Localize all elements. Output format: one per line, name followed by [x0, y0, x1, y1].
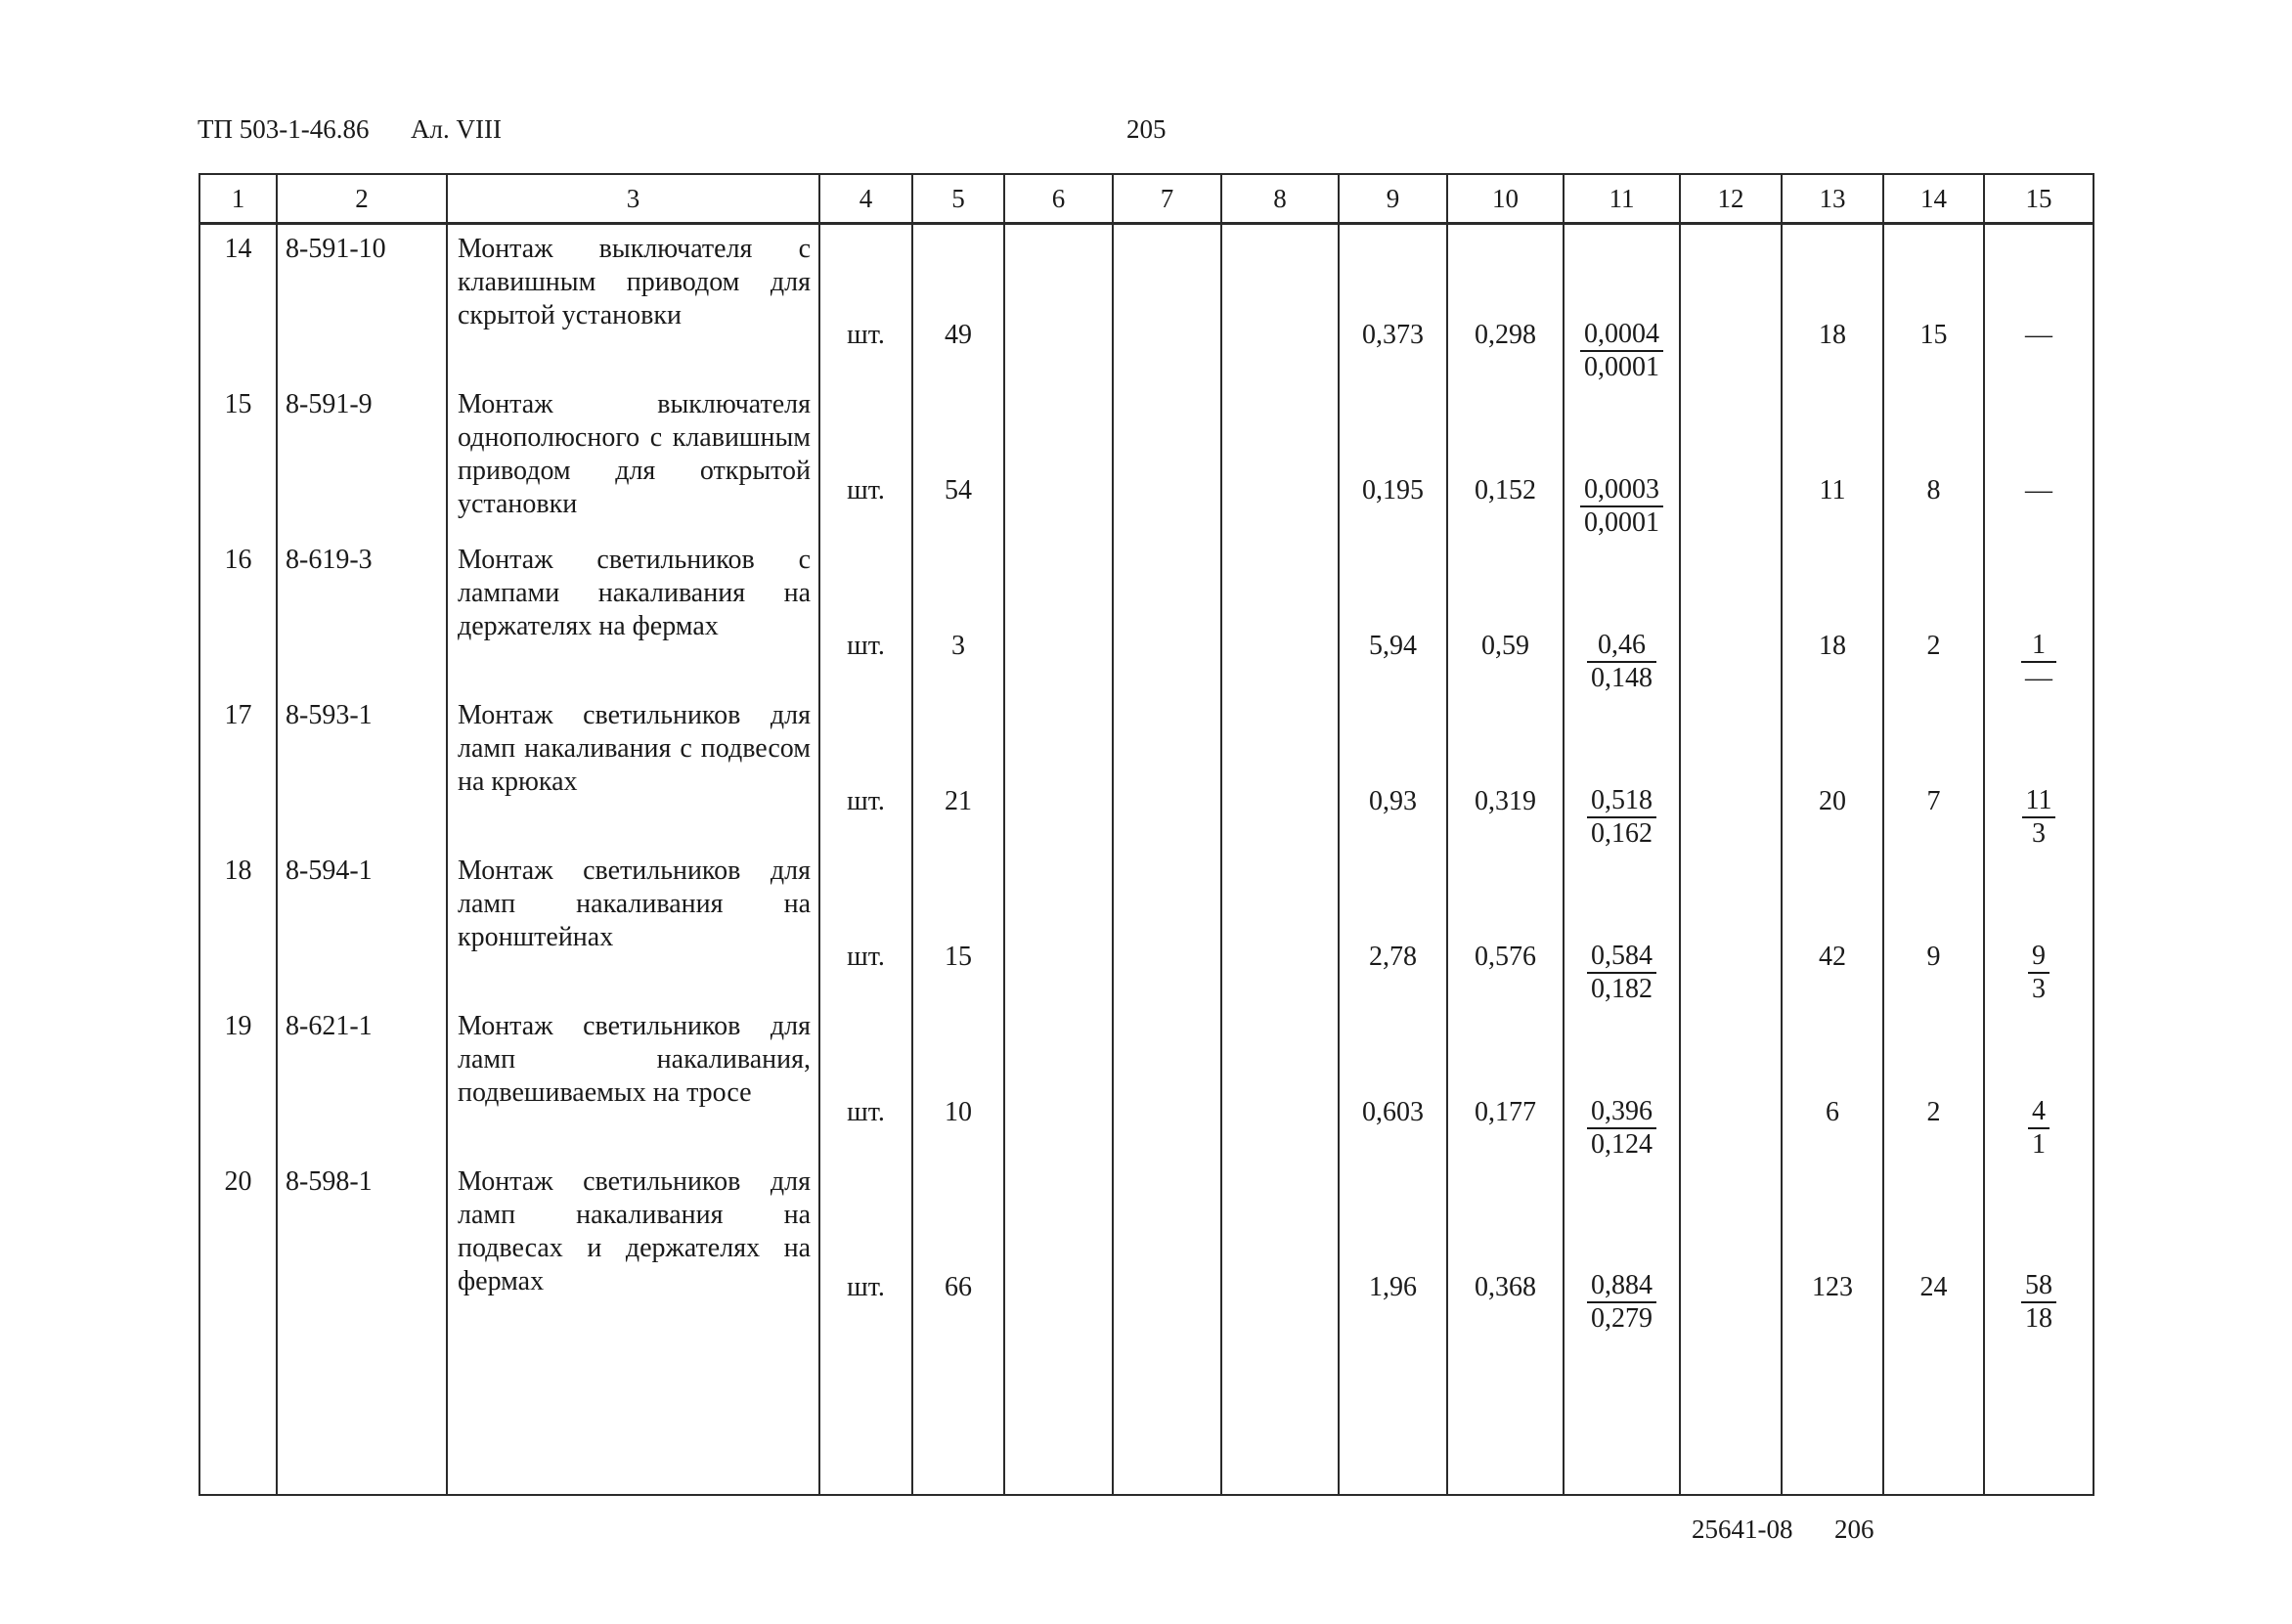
col13-cell: [1782, 691, 1883, 847]
empty-cell: [1221, 1332, 1339, 1495]
work-description: Монтаж светильников для ламп накаливания, подвешиваемых на тросе: [447, 1002, 819, 1158]
column-number-header: 4: [819, 175, 912, 224]
col14-cell: [1883, 380, 1984, 536]
empty-cell: [1113, 847, 1221, 1002]
col15-value: [1985, 941, 2093, 1005]
col9-value: 0,373: [1362, 320, 1424, 350]
work-description: Монтаж выключателя с клавишным приводом для скрытой установки: [447, 224, 819, 381]
col13-cell: [1782, 224, 1883, 381]
row-number: 20: [200, 1158, 277, 1332]
empty-cell: [1221, 847, 1339, 1002]
col13-value: 123: [1812, 1272, 1853, 1302]
empty-cell: [1680, 1332, 1782, 1495]
table-row: [200, 224, 2093, 381]
col15-cell: [1984, 380, 2093, 536]
rate-code: 8-598-1: [277, 1158, 447, 1332]
col13-cell: [1782, 1158, 1883, 1332]
col14-value: 8: [1926, 475, 1941, 505]
quantity-value: 66: [945, 1272, 972, 1302]
quantity-value: 15: [945, 942, 972, 972]
col9-cell: [1339, 536, 1447, 691]
empty-cell: [200, 1332, 277, 1495]
column-number-header: 12: [1680, 175, 1782, 224]
col10-cell: [1447, 1158, 1564, 1332]
col9-cell: [1339, 1158, 1447, 1332]
col14-value: 9: [1926, 942, 1941, 972]
column-number-header: 9: [1339, 175, 1447, 224]
col14-value: 2: [1926, 1097, 1941, 1127]
col11-value: [1565, 785, 1679, 850]
doc-code: ТП 503-1-46.86: [198, 114, 370, 144]
col10-cell: [1447, 691, 1564, 847]
quantity-cell: [912, 380, 1004, 536]
col11-value: [1565, 319, 1679, 383]
col15-value: [1985, 1096, 2093, 1161]
col15-value-numerator: 4: [2028, 1096, 2050, 1129]
page-number: 205: [1126, 114, 1167, 144]
col11-value-numerator: 0,884: [1587, 1270, 1656, 1303]
column-number-header: 8: [1221, 175, 1339, 224]
col13-value: 20: [1819, 786, 1846, 816]
col14-cell: [1883, 1002, 1984, 1158]
column-number-header: 3: [447, 175, 819, 224]
empty-cell: [1883, 1332, 1984, 1495]
col15-value-denominator: 3: [2032, 974, 2046, 1004]
estimate-table-frame: [198, 173, 2094, 1496]
work-description: Монтаж светильников для ламп накаливания на подвесах и держателях на фермах: [447, 1158, 819, 1332]
col11-value-numerator: 0,0004: [1580, 319, 1663, 352]
empty-cell: [1221, 380, 1339, 536]
col15-value-fraction: [2028, 941, 2050, 1005]
column-number-header: 5: [912, 175, 1004, 224]
column-number-header: 15: [1984, 175, 2093, 224]
unit-value: шт.: [847, 631, 885, 661]
empty-cell: [1004, 847, 1113, 1002]
col11-value: [1565, 1270, 1679, 1335]
column-number-header: 6: [1004, 175, 1113, 224]
col13-value: 18: [1819, 320, 1846, 350]
empty-cell: [1004, 1158, 1113, 1332]
col11-value-denominator: 0,0001: [1584, 507, 1659, 538]
col11-value-fraction: [1587, 1096, 1656, 1161]
col10-cell: [1447, 380, 1564, 536]
unit-cell: [819, 1002, 912, 1158]
col9-cell: [1339, 847, 1447, 1002]
empty-cell: [1221, 1002, 1339, 1158]
col15-cell: [1984, 847, 2093, 1002]
empty-cell: [1782, 1332, 1883, 1495]
col9-value: 5,94: [1369, 631, 1417, 661]
quantity-cell: [912, 224, 1004, 381]
col9-cell: [1339, 380, 1447, 536]
col10-value: 0,368: [1475, 1272, 1536, 1302]
col11-value: [1565, 474, 1679, 539]
table-row: [200, 847, 2093, 1002]
col10-value: 0,298: [1475, 320, 1536, 350]
col15-value-fraction: [2021, 1270, 2056, 1335]
empty-cell: [1680, 1002, 1782, 1158]
col15-cell: [1984, 224, 2093, 381]
quantity-value: 49: [945, 320, 972, 350]
unit-cell: [819, 536, 912, 691]
table-row: [200, 1002, 2093, 1158]
col13-value: 6: [1826, 1097, 1839, 1127]
col11-cell: [1564, 224, 1680, 381]
rate-code: 8-594-1: [277, 847, 447, 1002]
col15-value-numerator: 58: [2021, 1270, 2056, 1303]
empty-cell: [819, 1332, 912, 1495]
empty-cell: [1113, 536, 1221, 691]
empty-cell: [1004, 1002, 1113, 1158]
row-number: 14: [200, 224, 277, 381]
col15-cell: [1984, 1158, 2093, 1332]
col15-value-numerator: 9: [2028, 941, 2050, 974]
rate-code: 8-593-1: [277, 691, 447, 847]
col9-value: 0,603: [1362, 1097, 1424, 1127]
col11-value-fraction: [1587, 941, 1656, 1005]
col11-value-numerator: 0,396: [1587, 1096, 1656, 1129]
column-number-header: 10: [1447, 175, 1564, 224]
col10-value: 0,177: [1475, 1097, 1536, 1127]
table-row: [200, 691, 2093, 847]
col15-value: [1985, 1270, 2093, 1335]
col15-value-denominator: —: [2025, 663, 2052, 693]
empty-cell: [1984, 1332, 2093, 1495]
col11-value-fraction: [1587, 630, 1656, 694]
unit-cell: [819, 691, 912, 847]
work-description: Монтаж светильников с лампами накаливания на держателях на фермах: [447, 536, 819, 691]
empty-cell: [1221, 224, 1339, 381]
work-description: Монтаж выключателя однополюсного с клавишным приводом для открытой установки: [447, 380, 819, 536]
empty-cell: [1113, 691, 1221, 847]
col14-cell: [1883, 847, 1984, 1002]
col10-cell: [1447, 536, 1564, 691]
table-row: [200, 536, 2093, 691]
col13-cell: [1782, 1002, 1883, 1158]
col15-value-numerator: 1: [2021, 630, 2056, 663]
col11-value-denominator: 0,148: [1591, 663, 1653, 693]
empty-cell: [1680, 1158, 1782, 1332]
footer-page-number: 206: [1834, 1514, 1874, 1544]
col11-cell: [1564, 1002, 1680, 1158]
quantity-value: 10: [945, 1097, 972, 1127]
col11-value-denominator: 0,182: [1591, 974, 1653, 1004]
unit-cell: [819, 380, 912, 536]
rate-code: 8-591-10: [277, 224, 447, 381]
quantity-value: 3: [951, 631, 965, 661]
col9-cell: [1339, 1002, 1447, 1158]
col9-value: 0,195: [1362, 475, 1424, 505]
col15-value-fraction: [2021, 630, 2056, 694]
column-number-header: 1: [200, 175, 277, 224]
empty-cell: [1113, 224, 1221, 381]
col11-value-numerator: 0,0003: [1580, 474, 1663, 507]
col10-cell: [1447, 847, 1564, 1002]
col11-value-numerator: 0,46: [1587, 630, 1656, 663]
estimate-table: [200, 175, 2093, 1495]
column-number-header: 13: [1782, 175, 1883, 224]
unit-value: шт.: [847, 786, 885, 816]
row-number: 17: [200, 691, 277, 847]
empty-cell: [1004, 536, 1113, 691]
col11-value: [1565, 941, 1679, 1005]
quantity-cell: [912, 536, 1004, 691]
col11-value: [1565, 630, 1679, 694]
col15-value: —: [2025, 320, 2052, 350]
rate-code: 8-621-1: [277, 1002, 447, 1158]
empty-cell: [277, 1332, 447, 1495]
row-number: 19: [200, 1002, 277, 1158]
empty-cell: [1447, 1332, 1564, 1495]
col10-value: 0,152: [1475, 475, 1536, 505]
empty-cell: [912, 1332, 1004, 1495]
quantity-cell: [912, 1002, 1004, 1158]
col14-cell: [1883, 691, 1984, 847]
col13-cell: [1782, 536, 1883, 691]
empty-cell: [1339, 1332, 1447, 1495]
work-description: Монтаж светильников для ламп накаливания с подвесом на крюках: [447, 691, 819, 847]
col13-cell: [1782, 847, 1883, 1002]
col15-value-denominator: 18: [2025, 1303, 2052, 1334]
unit-value: шт.: [847, 475, 885, 505]
col11-value-denominator: 0,279: [1591, 1303, 1653, 1334]
col13-value: 18: [1819, 631, 1846, 661]
archive-code: 25641-08: [1692, 1514, 1793, 1544]
col9-value: 2,78: [1369, 942, 1417, 972]
col10-value: 0,319: [1475, 786, 1536, 816]
col11-value-fraction: [1580, 474, 1663, 539]
work-description: Монтаж светильников для ламп накаливания на кронштейнах: [447, 847, 819, 1002]
quantity-value: 21: [945, 786, 972, 816]
col11-value-fraction: [1587, 785, 1656, 850]
quantity-value: 54: [945, 475, 972, 505]
empty-cell: [1680, 224, 1782, 381]
col13-value: 11: [1819, 475, 1846, 505]
empty-cell: [1113, 1002, 1221, 1158]
empty-cell: [1004, 224, 1113, 381]
table-row: [200, 1158, 2093, 1332]
unit-value: шт.: [847, 1097, 885, 1127]
col10-value: 0,576: [1475, 942, 1536, 972]
unit-cell: [819, 224, 912, 381]
col14-cell: [1883, 224, 1984, 381]
quantity-cell: [912, 847, 1004, 1002]
row-number: 18: [200, 847, 277, 1002]
row-number: 16: [200, 536, 277, 691]
column-number-header: 14: [1883, 175, 1984, 224]
empty-cell: [1680, 536, 1782, 691]
col13-value: 42: [1819, 942, 1846, 972]
col9-cell: [1339, 224, 1447, 381]
col10-value: 0,59: [1481, 631, 1529, 661]
col11-value-numerator: 0,584: [1587, 941, 1656, 974]
col15-value-numerator: 11: [2022, 785, 2056, 818]
col14-cell: [1883, 536, 1984, 691]
col15-value: [1985, 630, 2093, 694]
col15-cell: [1984, 691, 2093, 847]
column-number-header: 7: [1113, 175, 1221, 224]
col15-value: —: [2025, 475, 2052, 505]
col14-value: 15: [1919, 320, 1948, 350]
table-row: [200, 380, 2093, 536]
empty-cell: [1680, 691, 1782, 847]
empty-cell: [1680, 847, 1782, 1002]
empty-cell: [1004, 380, 1113, 536]
col13-cell: [1782, 380, 1883, 536]
col11-cell: [1564, 380, 1680, 536]
col11-value: [1565, 1096, 1679, 1161]
col15-cell: [1984, 536, 2093, 691]
column-number-row: [200, 175, 2093, 224]
col11-value-denominator: 0,124: [1591, 1129, 1653, 1160]
col15-value-denominator: 1: [2032, 1129, 2046, 1160]
rate-code: 8-591-9: [277, 380, 447, 536]
col15-value-denominator: 3: [2032, 818, 2046, 849]
col14-value: 7: [1926, 786, 1941, 816]
col11-cell: [1564, 536, 1680, 691]
empty-cell: [1564, 1332, 1680, 1495]
col9-cell: [1339, 691, 1447, 847]
column-number-header: 11: [1564, 175, 1680, 224]
col15-value-fraction: [2028, 1096, 2050, 1161]
empty-cell: [1221, 1158, 1339, 1332]
rate-code: 8-619-3: [277, 536, 447, 691]
col10-cell: [1447, 1002, 1564, 1158]
empty-cell: [1221, 536, 1339, 691]
row-number: 15: [200, 380, 277, 536]
col9-value: 1,96: [1369, 1272, 1417, 1302]
col11-value-fraction: [1580, 319, 1663, 383]
col15-value-fraction: [2022, 785, 2056, 850]
col11-value-denominator: 0,0001: [1584, 352, 1659, 382]
col11-value-fraction: [1587, 1270, 1656, 1335]
col10-cell: [1447, 224, 1564, 381]
col14-value: 2: [1926, 631, 1941, 661]
empty-cell: [1221, 691, 1339, 847]
empty-cell: [1004, 1332, 1113, 1495]
empty-cell: [1113, 1158, 1221, 1332]
unit-cell: [819, 1158, 912, 1332]
col14-value: 24: [1919, 1272, 1948, 1302]
col11-cell: [1564, 1158, 1680, 1332]
empty-cell: [1113, 1332, 1221, 1495]
unit-value: шт.: [847, 1272, 885, 1302]
column-number-header: 2: [277, 175, 447, 224]
col9-value: 0,93: [1369, 786, 1417, 816]
quantity-cell: [912, 691, 1004, 847]
quantity-cell: [912, 1158, 1004, 1332]
col14-cell: [1883, 1158, 1984, 1332]
col11-value-denominator: 0,162: [1591, 818, 1653, 849]
col11-value-numerator: 0,518: [1587, 785, 1656, 818]
empty-cell: [1113, 380, 1221, 536]
col15-cell: [1984, 1002, 2093, 1158]
blank-row: [200, 1332, 2093, 1495]
col11-cell: [1564, 691, 1680, 847]
empty-cell: [447, 1332, 819, 1495]
empty-cell: [1004, 691, 1113, 847]
col11-cell: [1564, 847, 1680, 1002]
unit-value: шт.: [847, 320, 885, 350]
empty-cell: [1680, 380, 1782, 536]
album-label: Ал. VIII: [411, 114, 502, 144]
col15-value: [1985, 785, 2093, 850]
unit-cell: [819, 847, 912, 1002]
unit-value: шт.: [847, 942, 885, 972]
